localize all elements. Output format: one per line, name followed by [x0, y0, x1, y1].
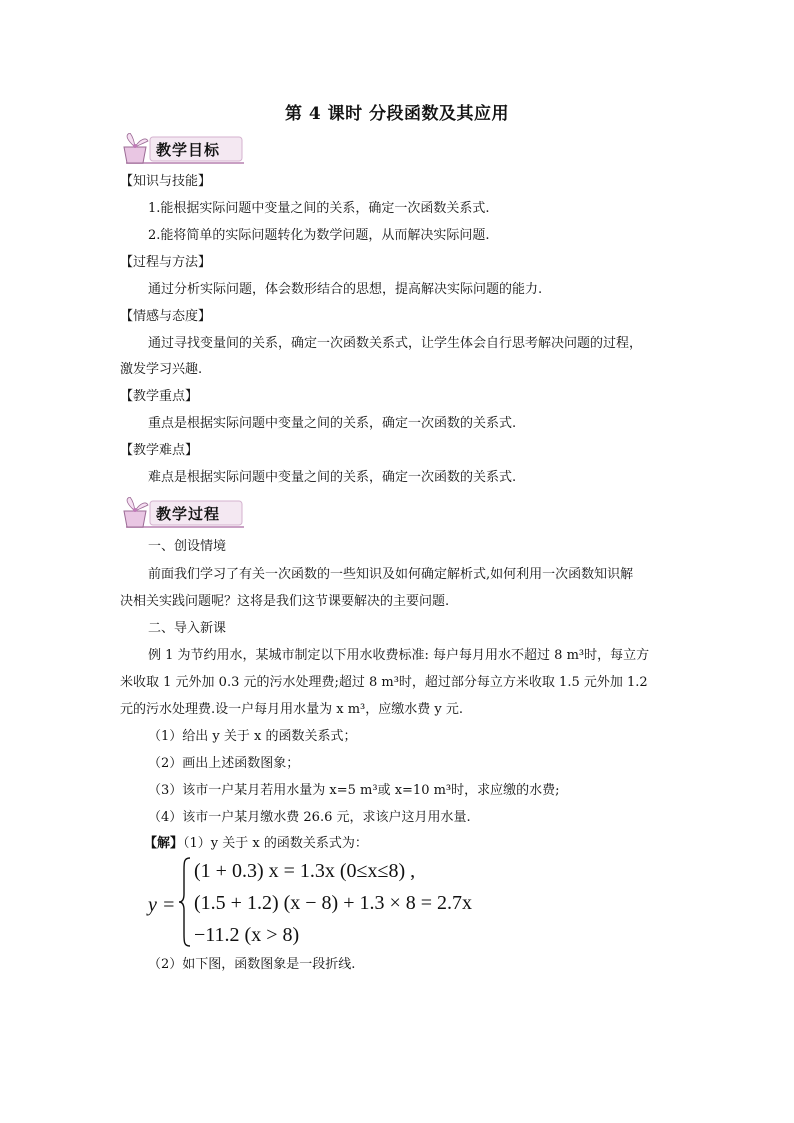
formula-lhs: y = — [148, 894, 176, 916]
process-badge — [118, 497, 246, 531]
difficult-text: 难点是根据实际问题中变量之间的关系，确定一次函数的关系式. — [148, 470, 517, 485]
knowledge-heading: 【知识与技能】 — [120, 174, 212, 189]
emotion-text-line-1: 通过寻找变量间的关系，确定一次函数关系式，让学生体会自行思考解决问题的过程， — [148, 336, 643, 351]
question-1: （1）给出 y 关于 x 的函数关系式； — [148, 729, 357, 744]
emotion-text-line-2: 激发学习兴趣. — [120, 362, 203, 377]
question-2: （2）画出上述函数图象； — [148, 756, 300, 771]
question-4: （4）该市一户某月缴水费 26.6 元，求该户这月用水量. — [148, 810, 471, 825]
process-badge-label: 教学过程 — [156, 505, 221, 523]
graph-note: （2）如下图，函数图象是一段折线. — [148, 957, 356, 972]
lesson-title: 第 4 课时 分段函数及其应用 — [284, 104, 510, 124]
difficult-heading: 【教学难点】 — [120, 443, 199, 458]
key-heading: 【教学重点】 — [120, 389, 199, 404]
solution-line — [144, 834, 368, 854]
key-text: 重点是根据实际问题中变量之间的关系，确定一次函数的关系式. — [148, 416, 517, 431]
question-3: （3）该市一户某月若用水量为 x=5 m³或 x=10 m³时，求应缴的水费; — [148, 783, 560, 798]
knowledge-item-1: 1.能根据实际问题中变量之间的关系，确定一次函数关系式. — [148, 201, 490, 216]
section-1-text-line-1: 前面我们学习了有关一次函数的一些知识及如何确定解析式,如何利用一次函数知识解 — [148, 567, 634, 582]
example-text-line-1: 例 1 为节约用水，某城市制定以下用水收费标准: 每户每月用水不超过 8 m³时，每立方 — [148, 648, 650, 663]
process-heading: 【过程与方法】 — [120, 255, 212, 270]
emotion-heading: 【情感与态度】 — [120, 309, 212, 324]
process-text: 通过分析实际问题，体会数形结合的思想，提高解决实际问题的能力. — [148, 282, 543, 297]
example-text-line-2: 米收取 1 元外加 0.3 元的污水处理费;超过 8 m³时，超过部分每立方米收取 1.5 元外加 1.2 — [120, 675, 648, 690]
section-1-heading: 一、创设情境 — [148, 539, 227, 554]
knowledge-item-2: 2.能将简单的实际问题转化为数学问题，从而解决实际问题. — [148, 228, 490, 243]
solution-text: （1）y 关于 x 的函数关系式为： — [183, 836, 368, 851]
solution-label: 【解】 — [144, 836, 184, 851]
formula-case-1: (1 + 0.3) x = 1.3x (0≤x≤8) , — [194, 860, 416, 882]
left-brace-icon — [178, 856, 192, 948]
section-2-heading: 二、导入新课 — [148, 621, 227, 636]
objectives-badge-label: 教学目标 — [156, 141, 221, 159]
formula-case-3: −11.2 (x > 8) — [194, 924, 300, 946]
piecewise-formula — [148, 858, 568, 950]
objectives-badge — [118, 133, 246, 167]
section-1-text-line-2: 决相关实践问题呢？这将是我们这节课要解决的主要问题. — [120, 594, 450, 609]
formula-case-2: (1.5 + 1.2) (x − 8) + 1.3 × 8 = 2.7x — [194, 892, 473, 914]
example-text-line-3: 元的污水处理费.设一户每月用水量为 x m³，应缴水费 y 元. — [120, 702, 464, 717]
